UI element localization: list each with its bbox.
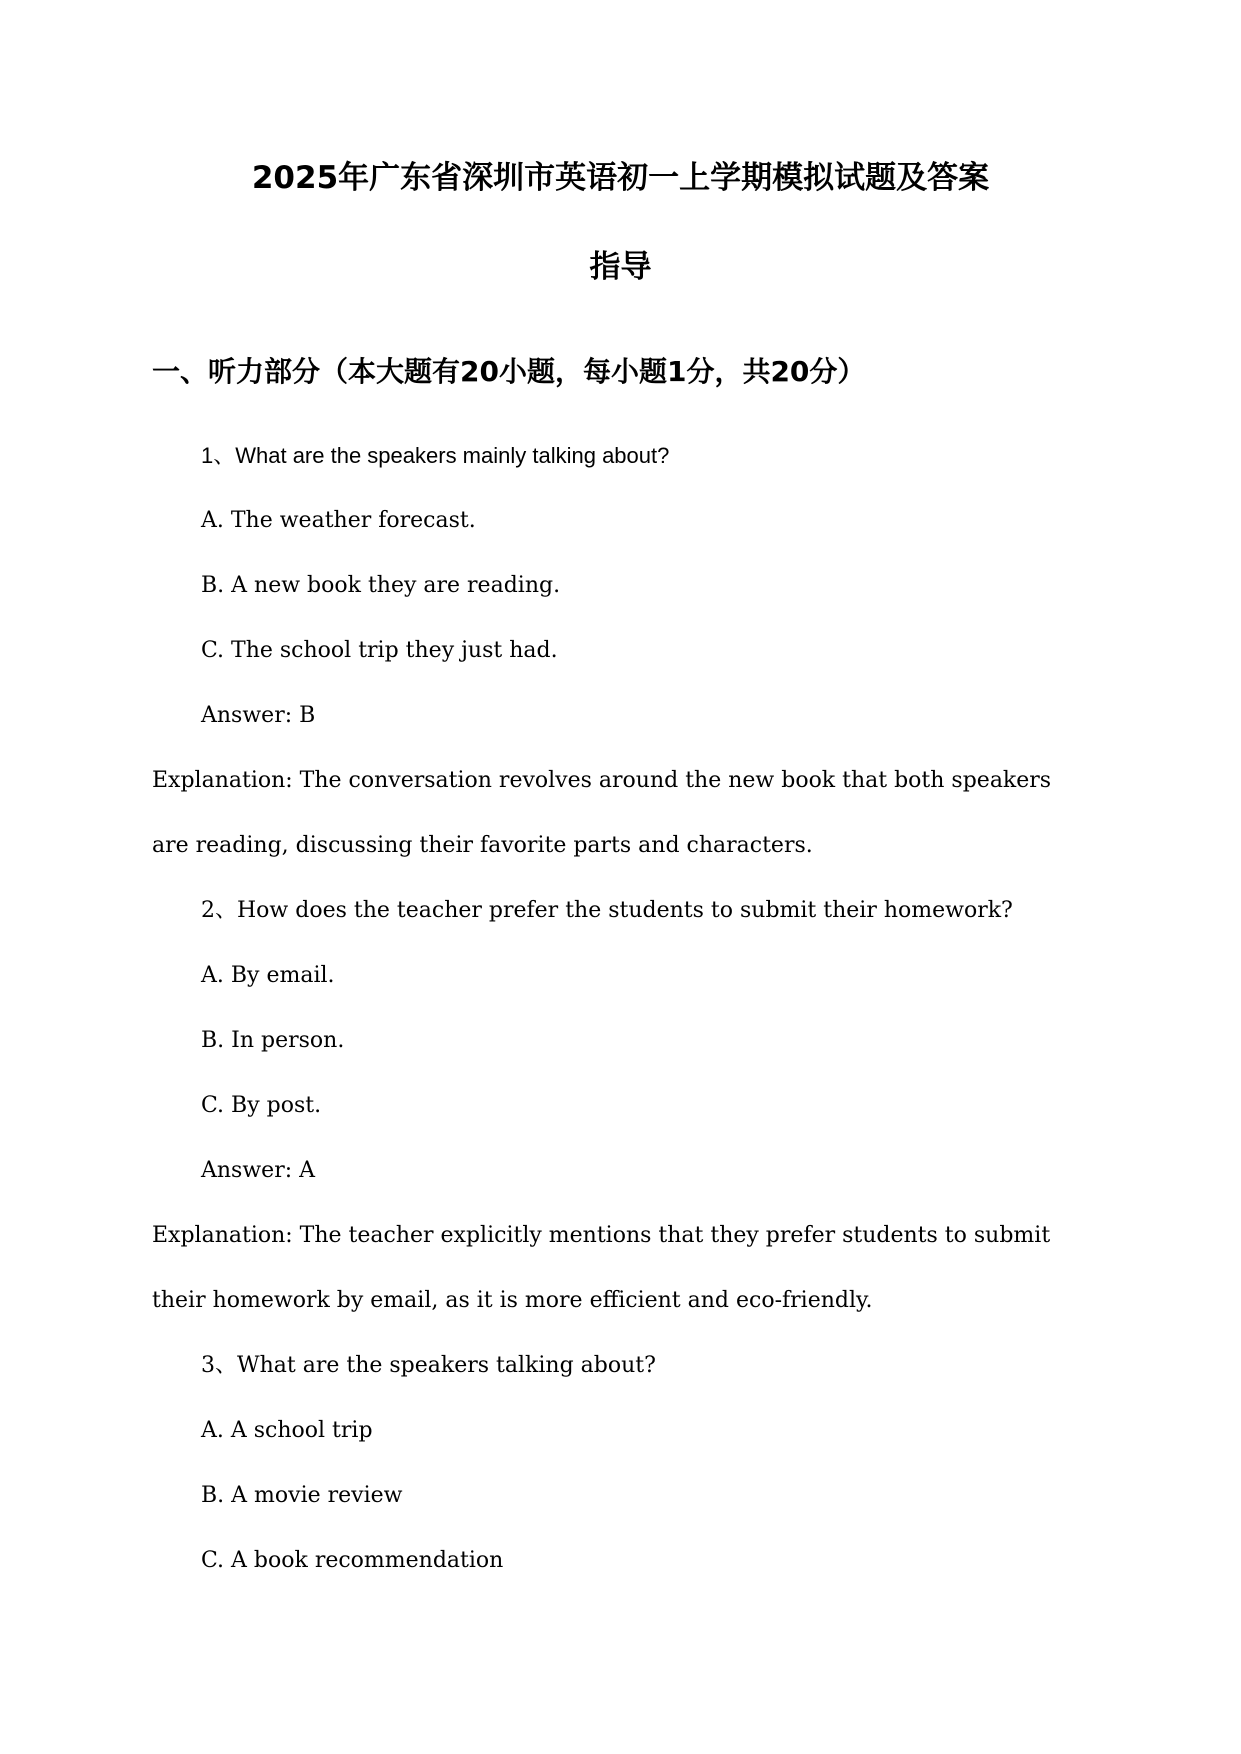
question-2-explanation: Explanation: The teacher explicitly mentions that they prefer students to submit xyxy=(152,1223,1051,1248)
question-1-option-b: B. A new book they are reading. xyxy=(201,573,561,598)
question-1-explanation-cont: are reading, discussing their favorite parts and characters. xyxy=(152,833,813,858)
question-3-option-a: A. A school trip xyxy=(201,1418,373,1443)
question-2-option-b: B. In person. xyxy=(201,1028,345,1053)
question-1-option-a: A. The weather forecast. xyxy=(201,508,476,533)
question-2-option-a: A. By email. xyxy=(201,963,335,988)
document-title-continued: 指导 xyxy=(589,249,652,285)
question-3-prompt: 3、What are the speakers talking about? xyxy=(201,1353,656,1378)
question-3-option-b: B. A movie review xyxy=(201,1483,403,1508)
question-2-answer: Answer: A xyxy=(201,1158,316,1183)
question-3-option-c: C. A book recommendation xyxy=(201,1548,504,1573)
question-1-answer: Answer: B xyxy=(201,703,316,728)
section-heading-listening: 一、听力部分（本大题有20小题，每小题1分，共20分） xyxy=(152,355,866,388)
question-2-prompt: 2、How does the teacher prefer the students to submit their homework? xyxy=(201,898,1013,923)
question-2-option-c: C. By post. xyxy=(201,1093,322,1118)
question-1-explanation: Explanation: The conversation revolves around the new book that both speakers xyxy=(152,768,1052,793)
question-1-prompt: 1、What are the speakers mainly talking about? xyxy=(201,443,670,468)
document-title: 2025年广东省深圳市英语初一上学期模拟试题及答案 xyxy=(251,160,990,196)
question-1-option-c: C. The school trip they just had. xyxy=(201,638,558,663)
question-2-explanation-cont: their homework by email, as it is more efficient and eco-friendly. xyxy=(152,1288,873,1313)
